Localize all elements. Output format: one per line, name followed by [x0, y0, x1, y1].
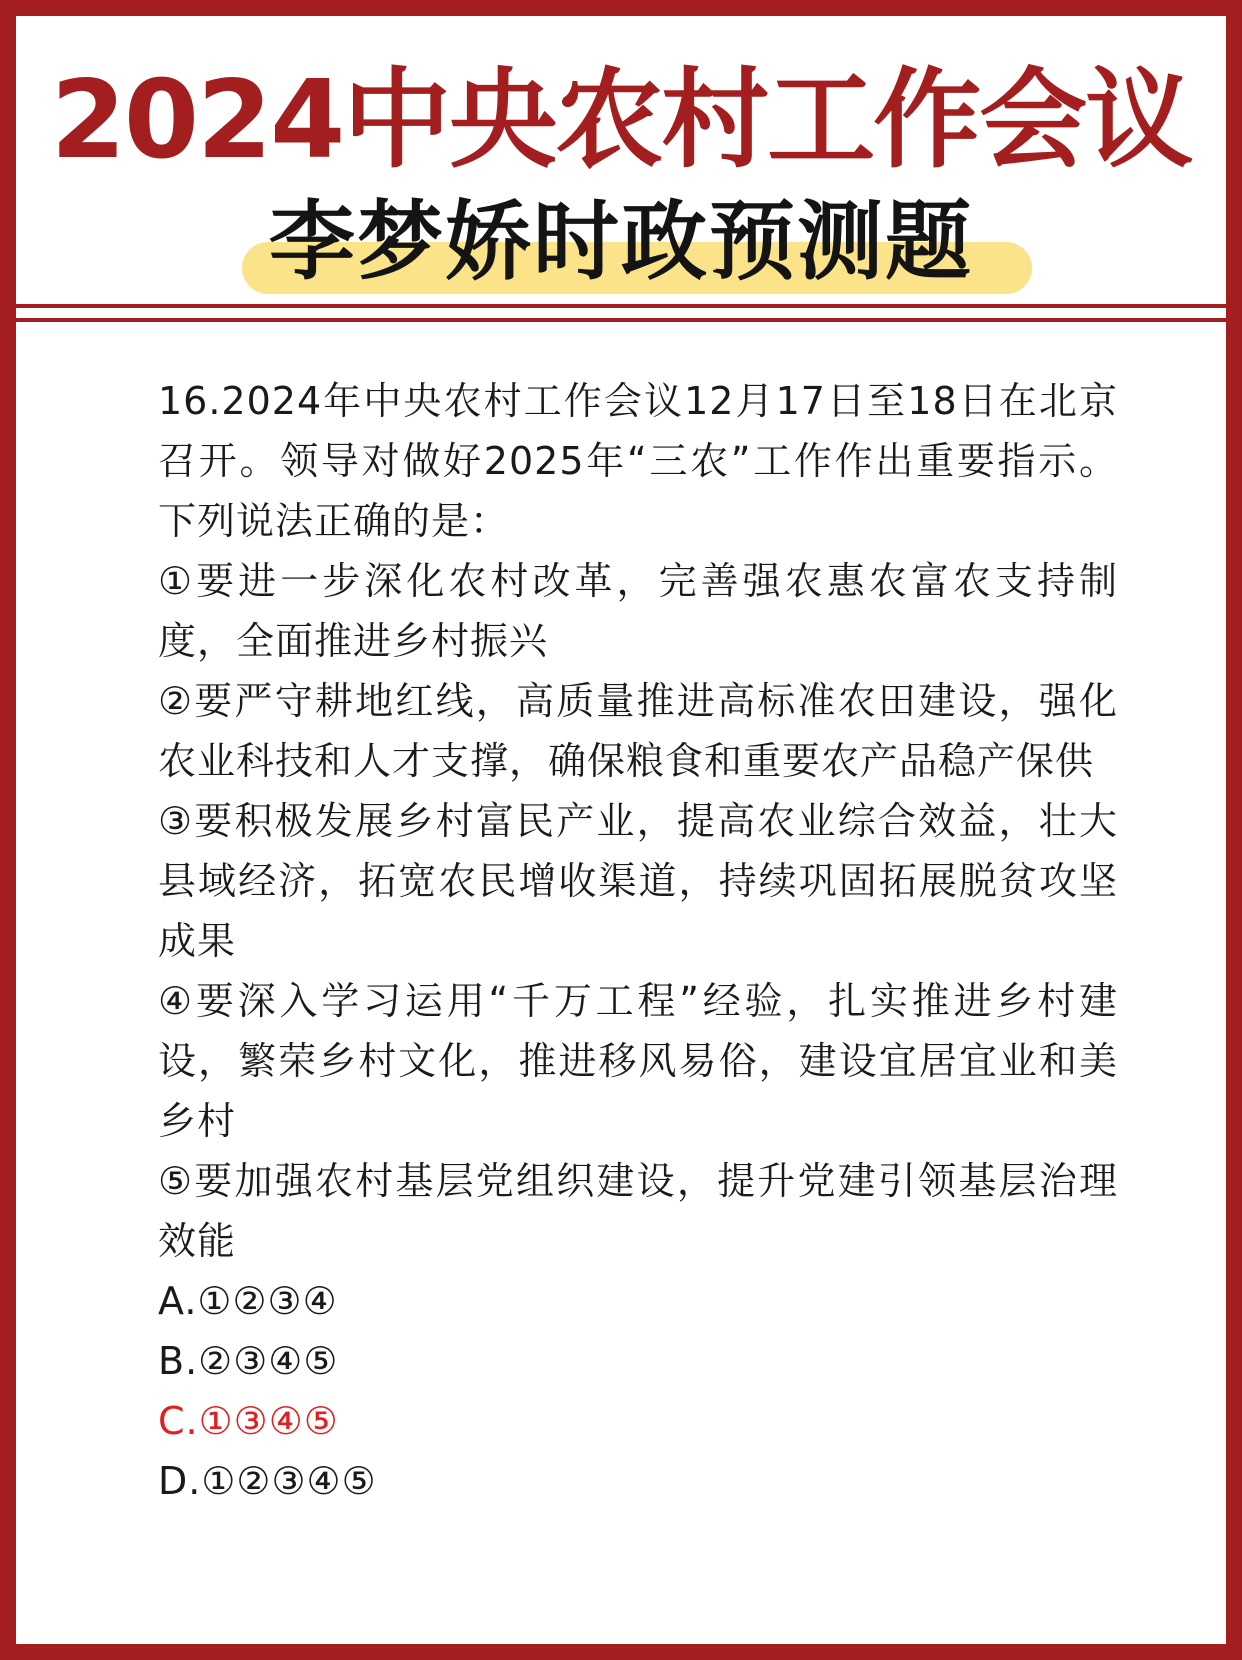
option-a: A.①②③④	[158, 1279, 338, 1323]
page-subtitle: 李梦娇时政预测题	[269, 192, 973, 292]
question-stem: 16.2024年中央农村工作会议12月17日至18日在北京召开。领导对做好2025年“三农”工作作出重要指示。下列说法正确的是：	[158, 379, 1118, 543]
header-divider-top	[16, 304, 1226, 308]
statement-1: ①要进一步深化农村改革，完善强农惠农富农支持制度，全面推进乡村振兴	[158, 559, 1118, 663]
statement-2: ②要严守耕地红线，高质量推进高标准农田建设，强化农业科技和人才支撑，确保粮食和重要农产品稳产保供	[158, 679, 1118, 783]
option-d: D.①②③④⑤	[158, 1459, 377, 1503]
option-b: B.②③④⑤	[158, 1339, 339, 1383]
header	[16, 16, 1226, 296]
statement-3: ③要积极发展乡村富民产业，提高农业综合效益，壮大县域经济，拓宽农民增收渠道，持续巩固拓展脱贫攻坚成果	[158, 799, 1118, 963]
header-divider-bottom	[16, 318, 1226, 322]
option-c-correct-answer: C.①③④⑤	[158, 1399, 339, 1443]
page-title: 2024中央农村工作会议	[50, 58, 1192, 183]
statement-5: ⑤要加强农村基层党组织建设，提升党建引领基层治理效能	[158, 1159, 1118, 1263]
question-body	[158, 371, 1118, 1511]
statement-4: ④要深入学习运用“千万工程”经验，扎实推进乡村建设，繁荣乡村文化，推进移风易俗，建设宜居宜业和美乡村	[158, 979, 1118, 1143]
